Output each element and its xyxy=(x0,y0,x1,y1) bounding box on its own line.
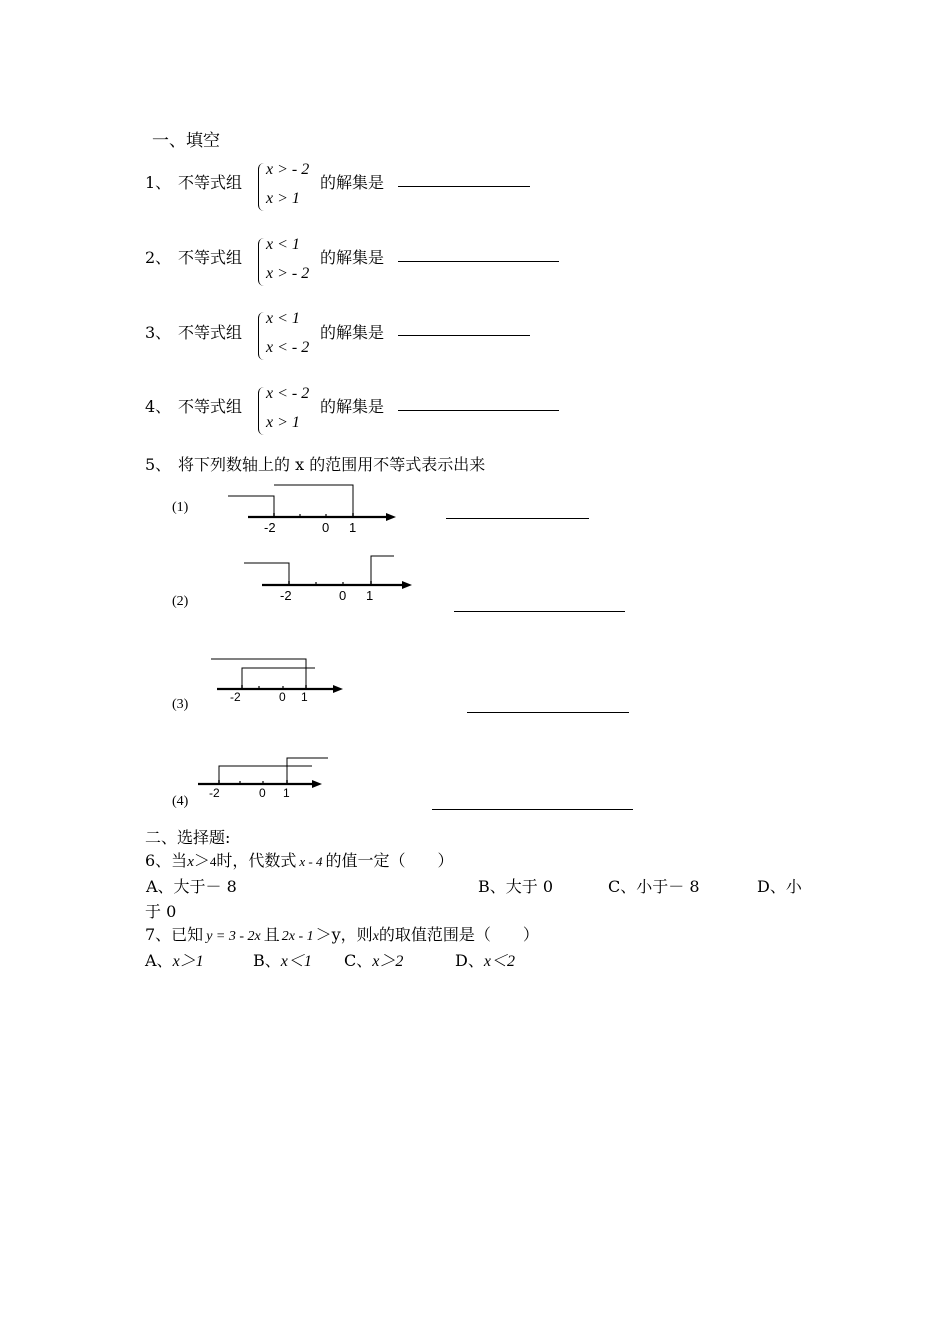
option-relation: x＞2 xyxy=(372,953,404,970)
answer-blank[interactable] xyxy=(454,611,625,612)
tick-label: 1 xyxy=(349,520,357,535)
conjunction: 且 xyxy=(263,925,280,944)
variable: x xyxy=(372,929,379,944)
option-letter: C、 xyxy=(344,951,373,970)
number-line-diagram-3 xyxy=(205,652,350,704)
tick-label: -2 xyxy=(209,786,220,800)
stem-mid: 时，代数式 xyxy=(216,851,297,870)
number-line-label: (1) xyxy=(172,500,189,515)
value: 4 xyxy=(209,854,217,869)
option-relation: x＜2 xyxy=(483,953,515,970)
answer-blank[interactable] xyxy=(446,518,589,519)
question-suffix: 的解集是 xyxy=(320,397,385,416)
question-number: 4、 xyxy=(145,397,172,416)
number-line-label: (2) xyxy=(172,594,189,609)
tick-label: 0 xyxy=(339,588,347,603)
inequality-line-1: x < - 2 xyxy=(266,385,310,402)
question-text: 将下列数轴上的 x 的范围用不等式表示出来 xyxy=(178,455,486,474)
inequality-line-2: x > 1 xyxy=(266,414,300,431)
number-line-diagram-1 xyxy=(222,480,402,536)
left-brace xyxy=(258,387,266,435)
question-suffix: 的解集是 xyxy=(320,248,385,267)
inequality-line-1: x < 1 xyxy=(266,236,300,253)
question-prefix: 不等式组 xyxy=(178,397,243,416)
option-a[interactable]: A、大于－ 8 xyxy=(146,877,237,896)
left-brace xyxy=(258,163,266,211)
left-brace xyxy=(258,312,266,360)
option-relation: x＜1 xyxy=(280,953,312,970)
inequality-line-1: x > - 2 xyxy=(266,161,310,178)
tick-label: 0 xyxy=(322,520,330,535)
expression: x - 4 xyxy=(299,854,323,869)
stem-suffix: 的值一定（ ） xyxy=(325,851,454,870)
tick-label: 1 xyxy=(366,588,374,603)
question-number: 3、 xyxy=(145,323,172,342)
number-line-diagram-4 xyxy=(192,752,337,802)
question-6-stem xyxy=(145,848,454,871)
tick-label: 1 xyxy=(301,690,308,704)
tick-label: 1 xyxy=(283,786,290,800)
option-b[interactable] xyxy=(253,948,312,971)
answer-blank[interactable] xyxy=(432,809,633,810)
number-line-label: (4) xyxy=(172,794,189,809)
option-d-continued: 于 0 xyxy=(145,902,177,921)
section-heading-fill-blank: 一、填空 xyxy=(152,131,220,151)
greater-than: ＞ xyxy=(193,851,210,870)
question-number: 2、 xyxy=(145,248,172,267)
inequality-line-2: x < - 2 xyxy=(266,339,310,356)
inequality-line-2: x > 1 xyxy=(266,190,300,207)
stem-suffix: 的取值范围是（ ） xyxy=(378,925,539,944)
option-c[interactable]: C、小于－ 8 xyxy=(608,877,700,896)
option-relation: x＞1 xyxy=(172,953,204,970)
question-suffix: 的解集是 xyxy=(320,173,385,192)
question-prefix: 不等式组 xyxy=(178,323,243,342)
question-number: 1、 xyxy=(145,173,172,192)
inequality-line-1: x < 1 xyxy=(266,310,300,327)
equation: y = 3 - 2x xyxy=(206,929,261,944)
expression: 2x - 1 xyxy=(281,929,314,944)
option-d[interactable] xyxy=(455,948,515,971)
inequality-line-2: x > - 2 xyxy=(266,265,310,282)
stem-prefix: 7、已知 xyxy=(145,925,204,944)
option-letter: B、 xyxy=(253,951,281,970)
stem-prefix: 6、当 xyxy=(145,851,188,870)
tick-label: -2 xyxy=(280,588,292,603)
question-number: 5、 xyxy=(145,455,172,474)
answer-blank[interactable] xyxy=(398,410,559,411)
option-letter: D、 xyxy=(455,951,484,970)
option-b[interactable]: B、大于 0 xyxy=(478,877,554,896)
answer-blank[interactable] xyxy=(398,261,559,262)
tick-label: 0 xyxy=(259,786,266,800)
answer-blank[interactable] xyxy=(467,712,629,713)
variable: x xyxy=(187,854,194,870)
number-line-label: (3) xyxy=(172,697,189,712)
left-brace xyxy=(258,238,266,286)
question-suffix: 的解集是 xyxy=(320,323,385,342)
section-heading-multiple-choice: 二、选择题: xyxy=(145,828,231,847)
question-7-stem xyxy=(145,922,539,945)
answer-blank[interactable] xyxy=(398,186,530,187)
tick-label: -2 xyxy=(264,520,276,535)
answer-blank[interactable] xyxy=(398,335,530,336)
question-prefix: 不等式组 xyxy=(178,248,243,267)
tick-label: 0 xyxy=(279,690,286,704)
greater-than-y: ＞y，则 xyxy=(315,925,373,944)
option-a[interactable] xyxy=(145,948,204,971)
number-line-diagram-2 xyxy=(238,550,418,606)
question-prefix: 不等式组 xyxy=(178,173,243,192)
option-letter: A、 xyxy=(145,951,173,970)
option-d[interactable]: D、小 xyxy=(757,877,802,896)
option-c[interactable] xyxy=(344,948,403,971)
tick-label: -2 xyxy=(230,690,241,704)
